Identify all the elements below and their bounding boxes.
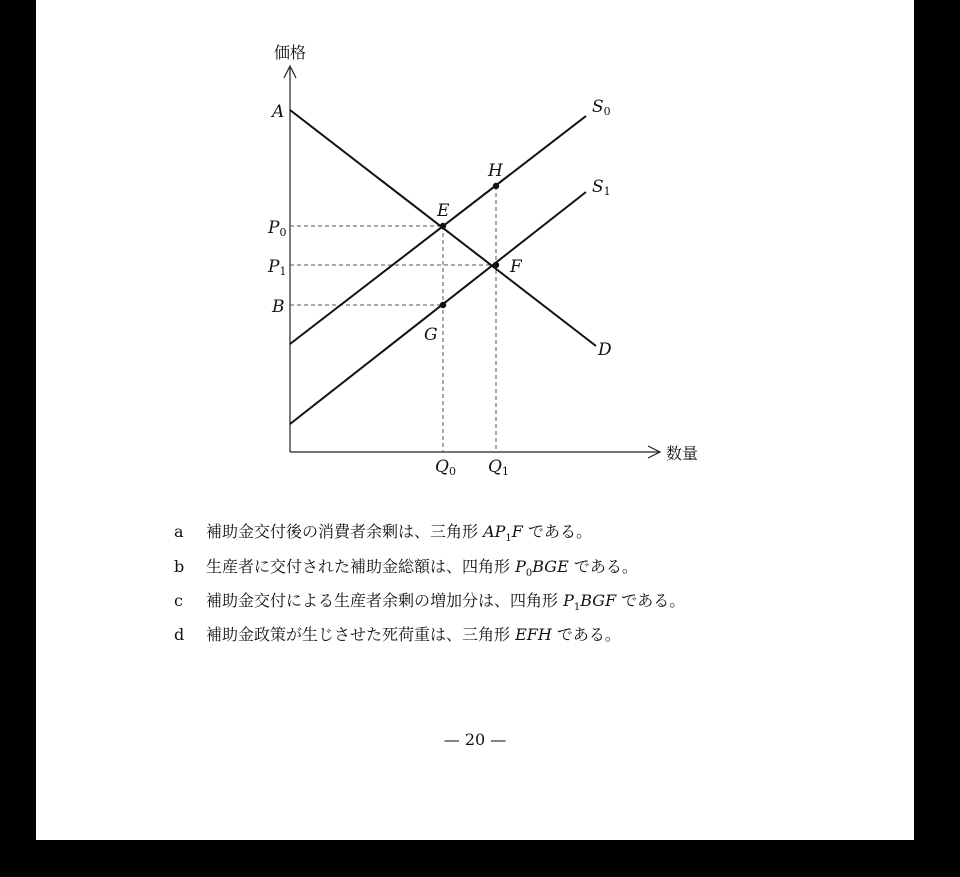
label-p0: P0: [268, 218, 287, 239]
label-f: F: [510, 257, 522, 277]
label-b: B: [272, 297, 285, 317]
point-f: [493, 262, 499, 268]
label-q0: Q0: [435, 457, 456, 478]
label-s0: S0: [592, 97, 611, 118]
choice-c: c 補助金交付による生産者余剰の増加分は、四角形 $P_1BGF$ である。: [174, 591, 686, 614]
supply-demand-diagram: [36, 0, 914, 500]
y-axis-title: 価格: [274, 43, 307, 62]
point-e: [440, 223, 446, 229]
choice-letter: d: [174, 625, 185, 644]
choice-a: a 補助金交付後の消費者余剰は、三角形 $AP_1F$ である。: [174, 522, 592, 545]
label-e: E: [437, 201, 450, 221]
choice-letter: a: [174, 522, 184, 541]
label-p1: P1: [268, 257, 287, 278]
supply-curve-s0: [290, 116, 586, 344]
point-h: [493, 183, 499, 189]
label-h: H: [488, 161, 503, 181]
label-a: A: [272, 102, 285, 122]
x-axis-title: 数量: [666, 444, 699, 463]
exam-page: [36, 0, 914, 840]
label-q1: Q1: [488, 457, 509, 478]
choice-letter: c: [174, 591, 183, 610]
point-g: [440, 302, 446, 308]
choice-letter: b: [174, 557, 185, 576]
label-d: D: [598, 340, 612, 360]
choice-b: b 生産者に交付された補助金総額は、四角形 $P_0BGE$ である。: [174, 557, 638, 580]
label-g: G: [424, 325, 438, 345]
supply-curve-s1: [290, 192, 586, 424]
page-number: — 20 —: [443, 730, 507, 749]
label-s1: S1: [592, 177, 611, 198]
choice-d: d 補助金政策が生じさせた死荷重は、三角形 EFH である。: [174, 623, 621, 647]
